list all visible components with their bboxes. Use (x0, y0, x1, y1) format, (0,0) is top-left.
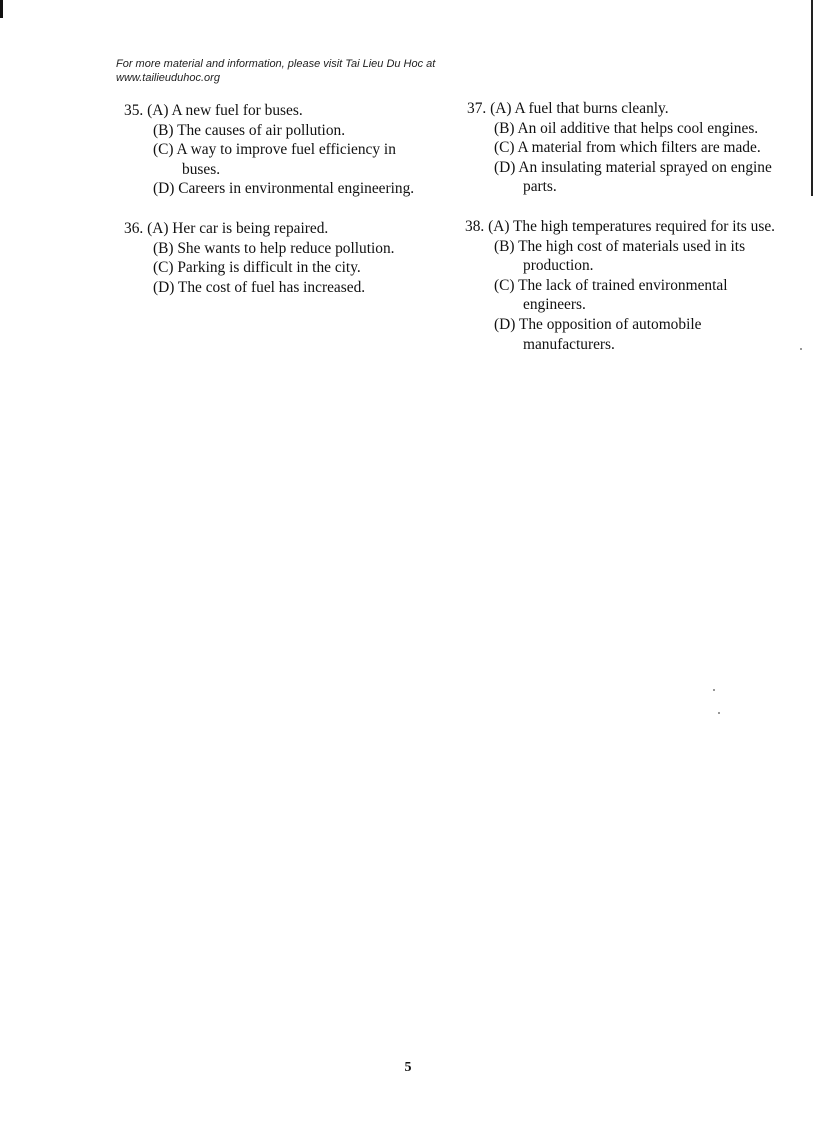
question-35-option-d: (D) Careers in environmental engineering. (153, 180, 415, 198)
scan-speck (800, 348, 802, 350)
question-38-option-b: (B) The high cost of materials used in its production. (494, 237, 746, 275)
question-36 (124, 219, 434, 297)
scan-speck (718, 712, 720, 714)
right-column (467, 99, 777, 374)
question-36-option-d: (D) The cost of fuel has increased. (153, 278, 366, 296)
question-35-option-b: (B) The causes of air pollution. (153, 121, 346, 139)
question-37-option-c: (C) A material from which filters are made. (494, 139, 761, 157)
question-37 (467, 99, 777, 197)
question-37-option-b: (B) An oil additive that helps cool engines. (494, 119, 759, 137)
page-number: 5 (404, 1060, 412, 1075)
question-37-option-d: (D) An insulating material sprayed on engine parts. (494, 158, 772, 196)
header-line-1: For more material and information, please visit Tai Lieu Du Hoc at (116, 58, 436, 70)
question-38-option-c: (C) The lack of trained environmental engineers. (494, 276, 728, 314)
question-36-option-a: 36. (A) Her car is being repaired. (124, 219, 329, 237)
scan-speck (713, 689, 715, 691)
question-36-option-c: (C) Parking is difficult in the city. (153, 259, 361, 277)
question-38-option-a: 38. (A) The high temperatures required for its use. (465, 217, 775, 235)
question-35 (124, 101, 434, 199)
page-header (116, 57, 516, 85)
question-36-option-b: (B) She wants to help reduce pollution. (153, 239, 395, 257)
question-37-option-a: 37. (A) A fuel that burns cleanly. (467, 100, 669, 117)
question-35-option-a: 35. (A) A new fuel for buses. (124, 102, 303, 119)
scan-edge-mark-right (811, 0, 813, 196)
question-35-option-c: (C) A way to improve fuel efficiency in buses. (153, 141, 396, 178)
header-line-2: www.tailieuduhoc.org (116, 72, 220, 84)
question-38 (467, 217, 777, 354)
scan-edge-mark-left (0, 0, 3, 18)
left-column (124, 101, 434, 317)
question-38-option-d: (D) The opposition of automobile manufacturers. (494, 315, 702, 353)
